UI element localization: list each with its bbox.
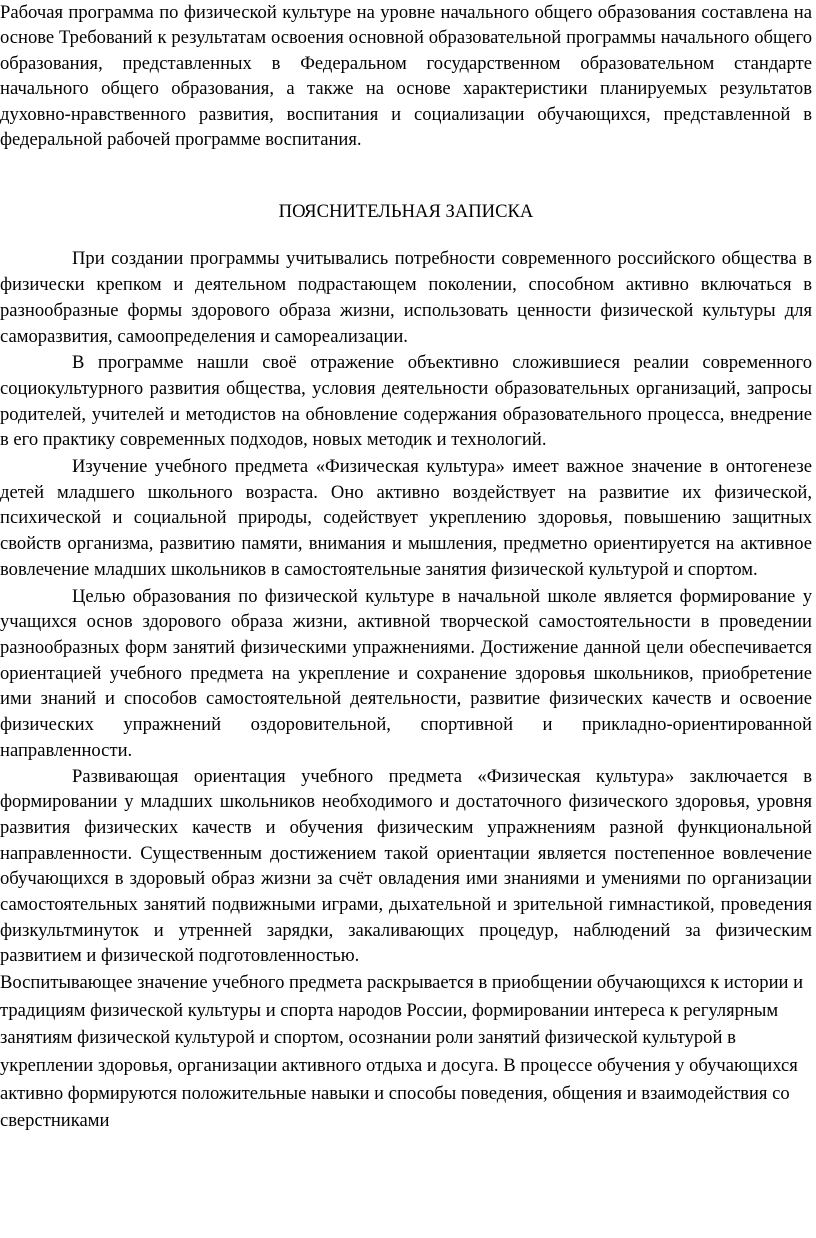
intro-paragraph: Рабочая программа по физической культуре на уровне начального общего образования составлена на основе Требований к результатам освоения основной образовательной программы начального общего образования, представленных в Федеральном государственном образовательном стандарте начального общего образования, а также на основе характеристики планируемых результатов духовно-нравственного развития, воспитания и социализации обучающихся, представленной в федеральной рабочей программе воспитания. [0, 2, 812, 151]
section-title: ПОЯСНИТЕЛЬНАЯ ЗАПИСКА [278, 201, 534, 223]
body-paragraph-4: Целью образования по физической культуре в начальной школе является формирование у учащихся основ здорового образа жизни, активной творческой самостоятельности в проведении разнообразных форм занятий физическими упражнениями. Достижение данной цели обеспечивается ориентацией учебного предмета на укрепление и сохранение здоровья школьников, приобретение ими знаний и способов самостоятельной деятельности, развитие физических качеств и освоение физических упражнений оздоровительной, спортивной и прикладно-ориентированной направленности. [0, 585, 812, 761]
body-paragraph-2: В программе нашли своё отражение объективно сложившиеся реалии современного социокультурного развития общества, условия деятельности образовательных организаций, запросы родителей, учителей и методистов на обновление содержания образовательного процесса, внедрение в его практику современных подходов, новых методик и технологий. [0, 352, 812, 451]
closing-paragraph: Воспитывающее значение учебного предмета раскрывается в приобщении обучающихся к истории и традициям физической культуры и спорта народов России, формировании интереса к регулярным занятиям физической культурой и спортом, осознании роли занятий физической культурой в укреплении здоровья, организации активного отдыха и досуга. В процессе обучения у обучающихся активно формируются положительные навыки и способы поведения, общения и взаимодействия со сверстниками [0, 972, 804, 1132]
body-paragraph-3: Изучение учебного предмета «Физическая культура» имеет важное значение в онтогенезе детей младшего школьного возраста. Оно активно воздействует на развитие их физической, психической и социальной природы, содействует укреплению здоровья, повышению защитных свойств организма, развитию памяти, внимания и мышления, предметно ориентируется на активное вовлечение младших школьников в самостоятельные занятия физической культурой и спортом. [0, 456, 812, 580]
body-paragraph-1: При создании программы учитывались потребности современного российского общества в физически крепком и деятельном подрастающем поколении, способном активно включаться в разнообразные формы здорового образа жизни, использовать ценности физической культуры для саморазвития, самоопределения и самореализации. [0, 248, 812, 347]
body-paragraph-5: Развивающая ориентация учебного предмета «Физическая культура» заключается в формировании у младших школьников необходимого и достаточного физического здоровья, уровня развития физических качеств и обучения физическим упражнениям разной функциональной направленности. Существенным достижением такой ориентации является постепенное вовлечение обучающихся в здоровый образ жизни за счёт овладения ими знаниями и умениями по организации самостоятельных занятий подвижными играми, дыхательной и зрительной гимнастикой, проведения физкультминуток и утренней зарядки, закаливающих процедур, наблюдений за физическим развитием и физической подготовленностью. [0, 765, 812, 967]
